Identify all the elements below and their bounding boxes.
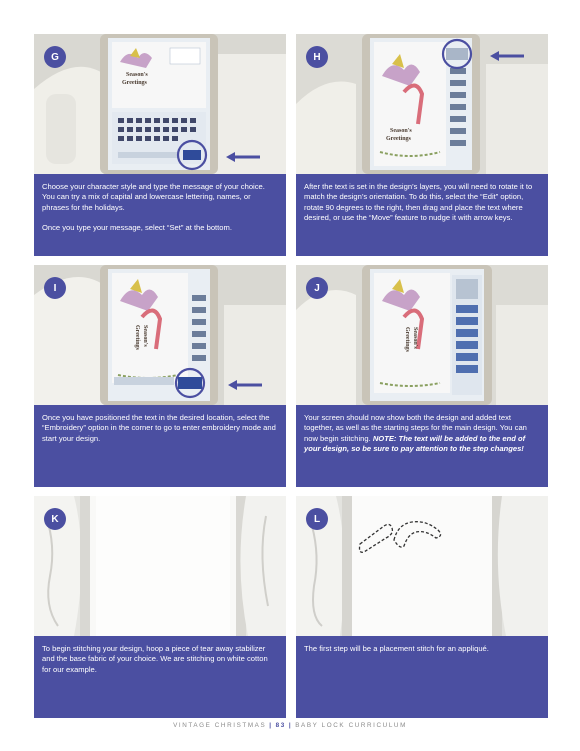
caption-paragraph: After the text is set in the design’s layers, you will need to rotate it to match the design’s orientation. To do this, select the “Edit” option, rotate 90 degrees to the right, then drag and place the text where desired, or use the “Move” feature to nudge it with arrow keys. [304, 182, 533, 222]
step-caption-j [296, 405, 548, 487]
step-card-j [296, 265, 548, 487]
caption-paragraph: Choose your character style and type the message of your choice. You can try a mix of capital and lowercase lettering, names, or phrases for the holidays. [42, 182, 265, 212]
step-caption-i [34, 405, 286, 487]
step-photo-g [34, 34, 286, 174]
footer-right-text: BABY LOCK CURRICULUM [295, 722, 407, 729]
caption-paragraph: Once you have positioned the text in the desired location, select the “Embroidery” option in the corner to go to enter embroidery mode and start your design. [42, 413, 276, 443]
footer-divider: | [288, 722, 293, 729]
step-badge-g: G [44, 46, 66, 68]
screen-season-text: Season's [142, 325, 148, 347]
screen-season-text: Season's [390, 128, 412, 134]
caption-note: NOTE: The text will be added to the end of your design, so be sure to pay attention to the step changes! [304, 433, 526, 453]
step-photo-l [296, 496, 548, 636]
screen-greetings-text: Greetings [122, 80, 147, 86]
step-badge-j: J [306, 277, 328, 299]
footer-left-text: VINTAGE CHRISTMAS [173, 722, 267, 729]
screen-greetings-text: Greetings [386, 136, 411, 142]
screen-season-text: Season's [126, 72, 148, 78]
step-caption-h [296, 174, 548, 256]
step-photo-k [34, 496, 286, 636]
caption-text: Your screen should now show both the design and added text together, as well as the starting steps for the main design. You can now begin stitching. [304, 413, 527, 443]
step-caption-g [34, 174, 286, 256]
step-caption-l [296, 636, 548, 718]
step-photo-h [296, 34, 548, 174]
step-card-i [34, 265, 286, 487]
caption-paragraph: The first step will be a placement stitch for an appliqué. [304, 644, 489, 653]
edit-button[interactable] [446, 48, 468, 60]
step-caption-k [34, 636, 286, 718]
step-badge-k: K [44, 508, 66, 530]
step-card-g [34, 34, 286, 256]
caption-paragraph: To begin stitching your design, hoop a piece of tear away stabilizer and the base fabric of your choice. We are stitching on white cotton for our example. [42, 644, 268, 674]
screen-greetings-text: Greetings [404, 327, 410, 352]
page-footer [0, 722, 580, 729]
step-photo-i [34, 265, 286, 405]
step-badge-i: I [44, 277, 66, 299]
footer-divider: | [269, 722, 273, 729]
screen-season-text: Season's [412, 327, 418, 349]
caption-paragraph [304, 413, 540, 454]
step-card-k [34, 496, 286, 718]
step-card-l [296, 496, 548, 718]
caption-paragraph: Once you type your message, select “Set” at the bottom. [42, 222, 232, 232]
step-badge-l: L [306, 508, 328, 530]
step-photo-j [296, 265, 548, 405]
embroidery-button[interactable] [178, 377, 202, 389]
set-key[interactable] [183, 150, 201, 160]
screen-greetings-text: Greetings [134, 325, 140, 350]
page-number: 83 [275, 722, 286, 729]
step-badge-h: H [306, 46, 328, 68]
step-card-h [296, 34, 548, 256]
